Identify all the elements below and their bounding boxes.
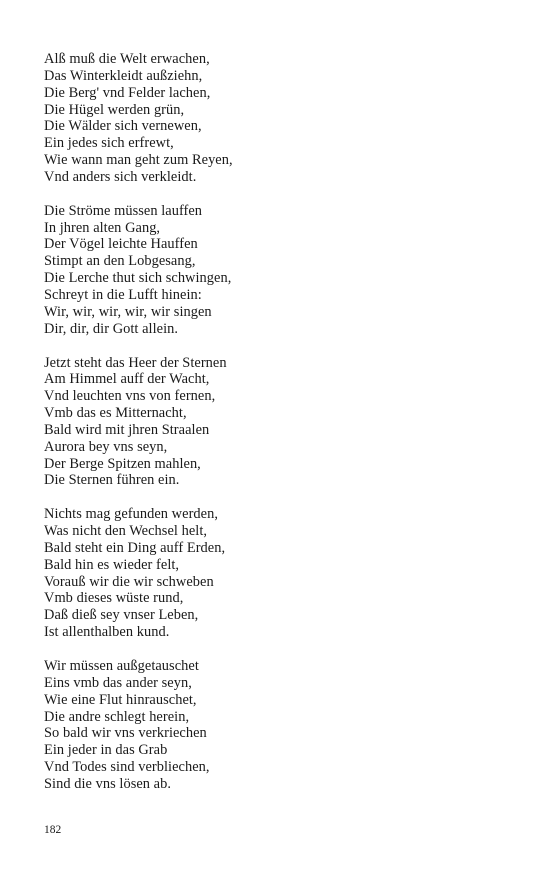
verse-line: In jhren alten Gang,	[44, 219, 161, 236]
stanza-3	[44, 355, 504, 490]
verse-line: Der Vögel leichte Hauffen	[44, 236, 198, 253]
stanza-1	[44, 51, 504, 186]
poem-text	[44, 51, 504, 810]
verse-line: Ein jeder in das Grab	[44, 742, 168, 759]
verse-line: Der Berge Spitzen mahlen,	[44, 455, 201, 472]
verse-line: Jetzt steht das Heer der Sternen	[44, 354, 227, 371]
verse-line: Wie eine Flut hinrauschet,	[44, 691, 197, 708]
stanza-4	[44, 506, 504, 641]
verse-line: Was nicht den Wechsel helt,	[44, 523, 208, 540]
verse-line: Das Winterkleidt außziehn,	[44, 67, 203, 84]
verse-line: Wie wann man geht zum Reyen,	[44, 152, 233, 169]
verse-line: Nichts mag gefunden werden,	[44, 506, 218, 523]
verse-line: Bald hin es wieder felt,	[44, 556, 180, 573]
verse-line: Sind die vns lösen ab.	[44, 775, 172, 792]
verse-line: Daß dieß sey vnser Leben,	[44, 607, 199, 624]
verse-line: Vmb das es Mitternacht,	[44, 405, 187, 422]
verse-line: Die Ströme müssen lauffen	[44, 202, 203, 219]
verse-line: Die Sternen führen ein.	[44, 472, 180, 489]
verse-line: Am Himmel auff der Wacht,	[44, 371, 210, 388]
verse-line: Wir müssen außgetauschet	[44, 658, 199, 674]
verse-line: Schreyt in die Lufft hinein:	[44, 286, 202, 303]
verse-line: Ist allenthalben kund.	[44, 624, 170, 641]
verse-line: Bald wird mit jhren Straalen	[44, 421, 210, 438]
verse-line: Alß muß die Welt erwachen,	[44, 51, 210, 67]
verse-line: Die Berg' vnd Felder lachen,	[44, 84, 211, 101]
stanza-5	[44, 658, 504, 793]
verse-line: Vorauß wir die wir schweben	[44, 573, 214, 590]
verse-line: Die andre schlegt herein,	[44, 708, 190, 725]
verse-line: Die Lerche thut sich schwingen,	[44, 270, 232, 287]
verse-line: Die Hügel werden grün,	[44, 101, 185, 118]
verse-line: Aurora bey vns seyn,	[44, 438, 168, 455]
page-number: 182	[44, 824, 62, 836]
verse-line: Eins vmb das ander seyn,	[44, 674, 192, 691]
verse-line: Vmb dieses wüste rund,	[44, 590, 184, 607]
stanza-2	[44, 203, 504, 338]
verse-line: Vnd anders sich verkleidt.	[44, 168, 197, 185]
verse-line: Vnd Todes sind verbliechen,	[44, 759, 210, 776]
verse-line: Wir, wir, wir, wir, wir singen	[44, 303, 212, 320]
verse-line: Vnd leuchten vns von fernen,	[44, 388, 216, 405]
verse-line: Dir, dir, dir Gott allein.	[44, 320, 179, 337]
verse-line: Ein jedes sich erfrewt,	[44, 135, 174, 152]
verse-line: Stimpt an den Lobgesang,	[44, 253, 196, 270]
verse-line: Die Wälder sich vernewen,	[44, 118, 202, 135]
verse-line: Bald steht ein Ding auff Erden,	[44, 539, 226, 556]
verse-line: So bald wir vns verkriechen	[44, 725, 207, 742]
